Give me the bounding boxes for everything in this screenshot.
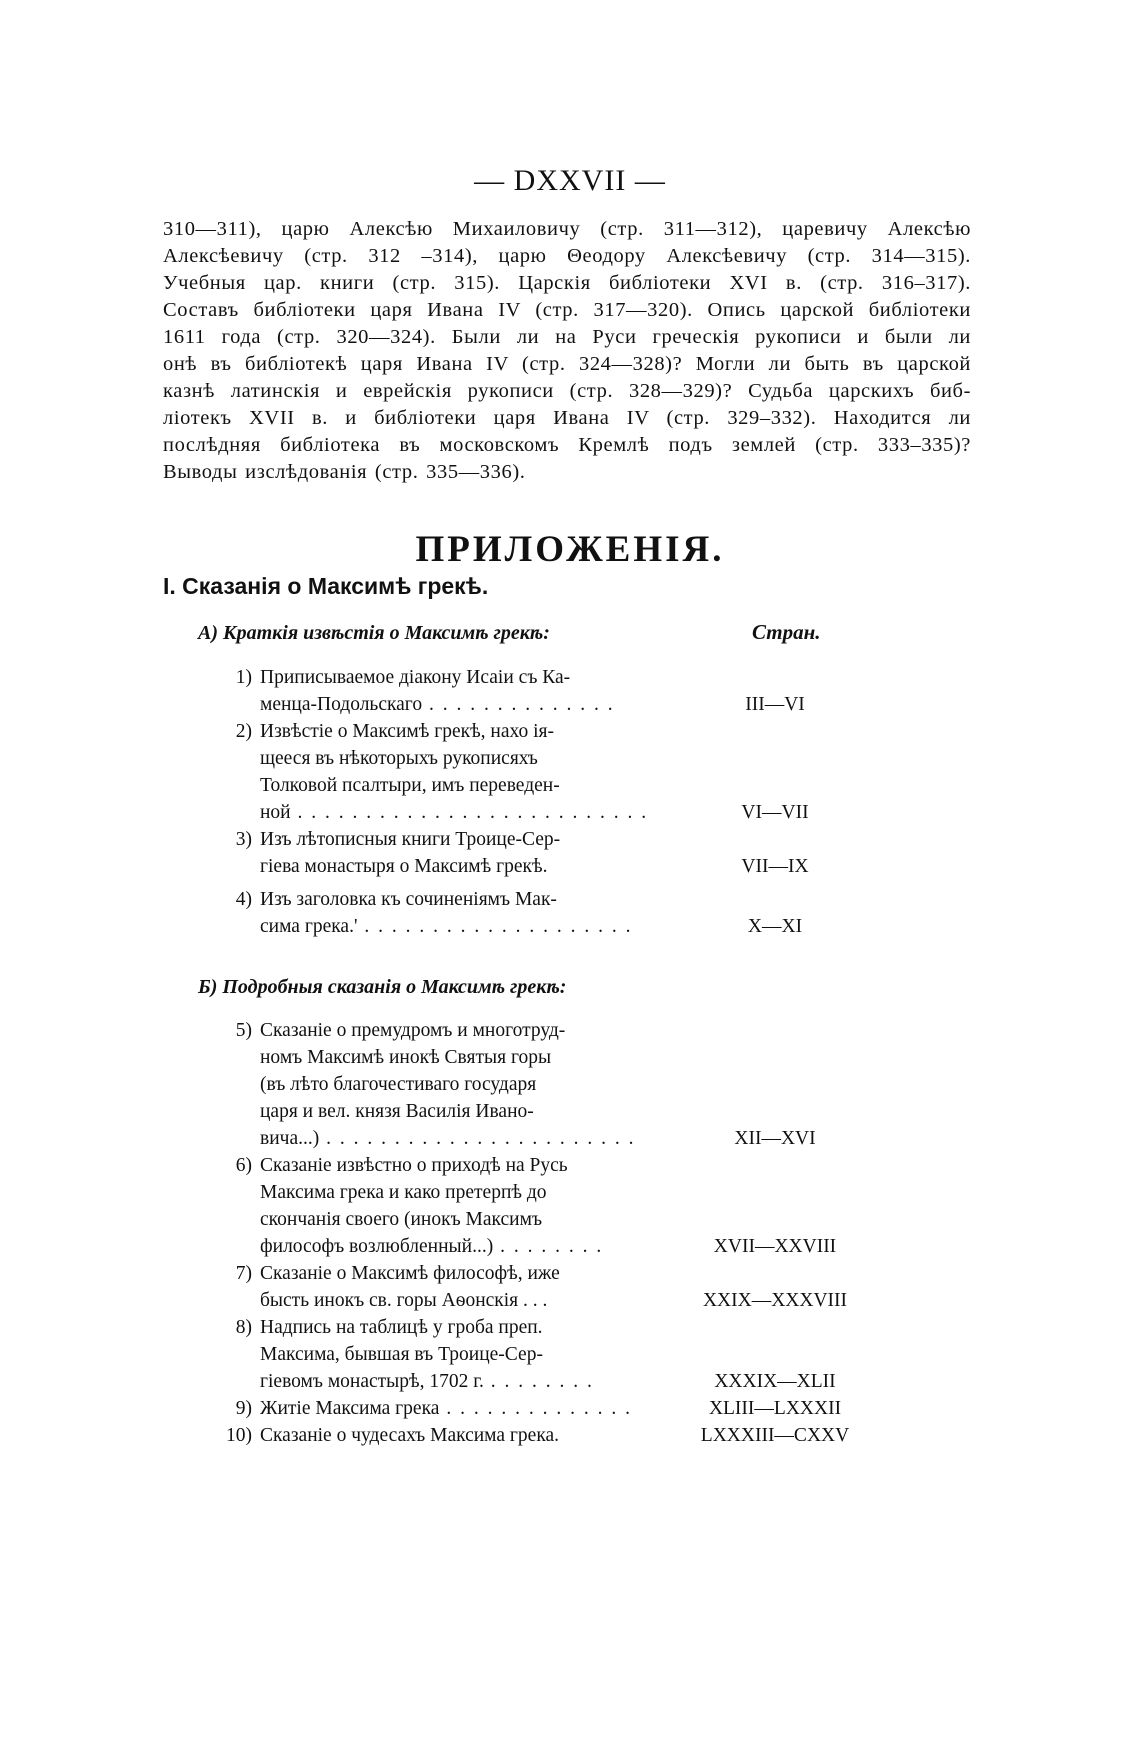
toc-entry	[200, 1260, 920, 1314]
toc-entry-line: гіевомъ монастырѣ, 1702 г. . . . . . . . .	[260, 1371, 594, 1392]
toc-leader-dots: . . . . . . . . . . . . . . . . . . . . . . . . . .	[290, 802, 649, 823]
toc-entry-line: Сказаніе о премудромъ и многотруд-	[260, 1020, 566, 1041]
toc-entry-line: Извѣстіе о Максимѣ грекѣ, нахо ія-	[260, 721, 555, 742]
intro-line: Составъ библіотеки царя Ивана IV (стр. 317—320). Опись царской библіотеки	[163, 299, 971, 321]
toc-entry-number: 4)	[235, 889, 252, 910]
group-b-heading: Б) Подробныя сказанія о Максимѣ грекѣ:	[198, 976, 567, 998]
toc-entry-pages: LXXXIII—CXXV	[700, 1425, 850, 1446]
intro-line: Алексѣевичу (стр. 312 –314), царю Θеодору Алексѣевичу (стр. 314—315).	[163, 245, 971, 267]
toc-entry	[200, 1152, 920, 1260]
toc-entry-line: Изъ лѣтописныя книги Троице-Сер-	[260, 829, 561, 850]
toc-entry-pages: XXXIX—XLII	[714, 1371, 836, 1392]
toc-entry-number: 9)	[235, 1398, 252, 1419]
toc-entry-title	[260, 1395, 630, 1422]
toc-entry-number: 5)	[235, 1020, 252, 1041]
toc-entry-number: 1)	[235, 667, 252, 688]
toc-entry	[200, 1395, 920, 1422]
toc-entry-pages: III—VI	[745, 694, 805, 715]
toc-entry-number: 3)	[235, 829, 252, 850]
toc-leader-dots: . . . . . . . . . . . . . .	[439, 1398, 632, 1419]
toc-entry-line: царя и вел. князя Василія Ивано-	[260, 1101, 534, 1122]
toc-entry-title	[260, 718, 649, 826]
toc-entry	[200, 886, 920, 940]
toc-entry-pages: VI—VII	[741, 802, 809, 823]
toc-entry	[200, 718, 920, 826]
toc-entry-line: философъ возлюбленный...) . . . . . . . .	[260, 1236, 604, 1257]
intro-line: онѣ въ библіотекѣ царя Ивана IV (стр. 324—328)? Могли ли быть въ царской	[163, 353, 971, 375]
toc-entry-line: Толковой псалтыри, имъ переведен-	[260, 775, 560, 796]
toc-entry-title	[260, 826, 630, 880]
toc-entry-title	[260, 1152, 630, 1260]
pages-column-heading: Стран.	[752, 620, 821, 644]
toc-entry	[200, 664, 920, 718]
toc-entry-title	[260, 1017, 636, 1152]
toc-entry-line: гіева монастыря о Максимѣ грекѣ.	[260, 856, 548, 877]
toc-leader-dots: . . . . . . . . . . . . . . . . . . . . . . .	[319, 1128, 636, 1149]
section-title: I. Сказанія о Максимѣ грекѣ.	[163, 573, 489, 599]
toc-entry-number: 8)	[235, 1317, 252, 1338]
toc-leader-dots: . . . . . . . . . . . . . . . . . . . .	[357, 916, 633, 937]
toc-entry	[200, 826, 920, 880]
toc-entry-pages: X—XI	[747, 916, 803, 937]
toc-entry	[200, 1314, 920, 1395]
intro-line: послѣдняя библіотека въ московскомъ Кремлѣ подъ землей (стр. 333–335)?	[163, 434, 971, 456]
toc-entry-pages: VII—IX	[741, 856, 809, 877]
toc-entry-pages: XVII—XXVIII	[713, 1236, 837, 1257]
toc-entry-line: Сказаніе о Максимѣ философѣ, иже	[260, 1263, 560, 1284]
toc-entry-line: ной . . . . . . . . . . . . . . . . . . . . . . . . . .	[260, 802, 649, 823]
toc-entry-line: Изъ заголовка къ сочиненіямъ Мак-	[260, 889, 557, 910]
toc-entry-pages: XLIII—LXXXII	[708, 1398, 842, 1419]
toc-entry-number: 6)	[235, 1155, 252, 1176]
group-a-heading: А) Краткія извѣстія о Максимѣ грекѣ:	[198, 622, 550, 644]
toc-entry-title	[260, 1260, 630, 1314]
toc-entry-pages: XII—XVI	[734, 1128, 816, 1149]
toc-entry	[200, 1422, 920, 1449]
toc-leader-dots: . . . . . . . .	[483, 1371, 594, 1392]
toc-entry-line: сима грека.' . . . . . . . . . . . . . . . . . . . .	[260, 916, 633, 937]
toc-entry-line: менца-Подольскаго . . . . . . . . . . . . . .	[260, 694, 615, 715]
toc-leader-dots: . . . . . . . . . . . . . .	[422, 694, 615, 715]
toc-entry-number: 7)	[235, 1263, 252, 1284]
intro-line: 1611 года (стр. 320—324). Были ли на Руси греческія рукописи и были ли	[163, 326, 971, 348]
intro-line: казнѣ латинскія и еврейскія рукописи (стр. 328—329)? Судьба царскихъ биб-	[163, 380, 971, 402]
toc-group-a	[200, 664, 920, 940]
intro-line: Учебныя цар. книги (стр. 315). Царскія библіотеки XVI в. (стр. 316–317).	[163, 272, 971, 294]
toc-entry-line: Максима грека и како претерпѣ до	[260, 1182, 547, 1203]
toc-group-b	[200, 1017, 920, 1449]
toc-entry-number: 10)	[226, 1425, 252, 1446]
toc-entry-line: (въ лѣто благочестиваго государя	[260, 1074, 537, 1095]
toc-entry-line: Максима, бывшая въ Троице-Сер-	[260, 1344, 543, 1365]
toc-entry-line: Сказаніе извѣстно о приходѣ на Русь	[260, 1155, 568, 1176]
toc-entry-pages: XXIX—XXXVIII	[702, 1290, 848, 1311]
intro-line: ліотекъ XVII в. и библіотеки царя Ивана IV (стр. 329–332). Находится ли	[163, 407, 971, 429]
toc-entry-line: номъ Максимѣ инокѣ Святыя горы	[260, 1047, 552, 1068]
toc-entry-line: Житіе Максима грека . . . . . . . . . . . . . .	[260, 1398, 632, 1419]
toc-leader-dots: . . . . . . . .	[493, 1236, 604, 1257]
intro-paragraph	[163, 216, 971, 486]
intro-line: Выводы изслѣдованія (стр. 335—336).	[163, 461, 526, 483]
toc-entry-line: Сказаніе о чудесахъ Максима грека.	[260, 1425, 560, 1446]
toc-entry-line: скончанія своего (инокъ Максимъ	[260, 1209, 543, 1230]
toc-entry-title	[260, 886, 633, 940]
toc-entry	[200, 1017, 920, 1152]
toc-entry-line: щееся въ нѣкоторыхъ рукописяхъ	[260, 748, 538, 769]
toc-entry-line: Надпись на таблицѣ у гроба преп.	[260, 1317, 543, 1338]
toc-entry-number: 2)	[235, 721, 252, 742]
toc-entry-title	[260, 664, 630, 718]
toc-entry-line: вича...) . . . . . . . . . . . . . . . . . . . . . . .	[260, 1128, 636, 1149]
toc-entry-title	[260, 1314, 630, 1395]
toc-entry-line: Приписываемое діакону Исаіи съ Ка-	[260, 667, 571, 688]
appendix-title: ПРИЛОЖЕНІЯ.	[415, 529, 725, 570]
page-number-header: — DXXVII —	[474, 164, 666, 197]
toc-entry-title	[260, 1422, 630, 1449]
toc-entry-line: бысть инокъ св. горы Аѳонскія . . .	[260, 1290, 548, 1311]
intro-line: 310—311), царю Алексѣю Михаиловичу (стр. 311—312), царевичу Алексѣю	[163, 218, 971, 240]
